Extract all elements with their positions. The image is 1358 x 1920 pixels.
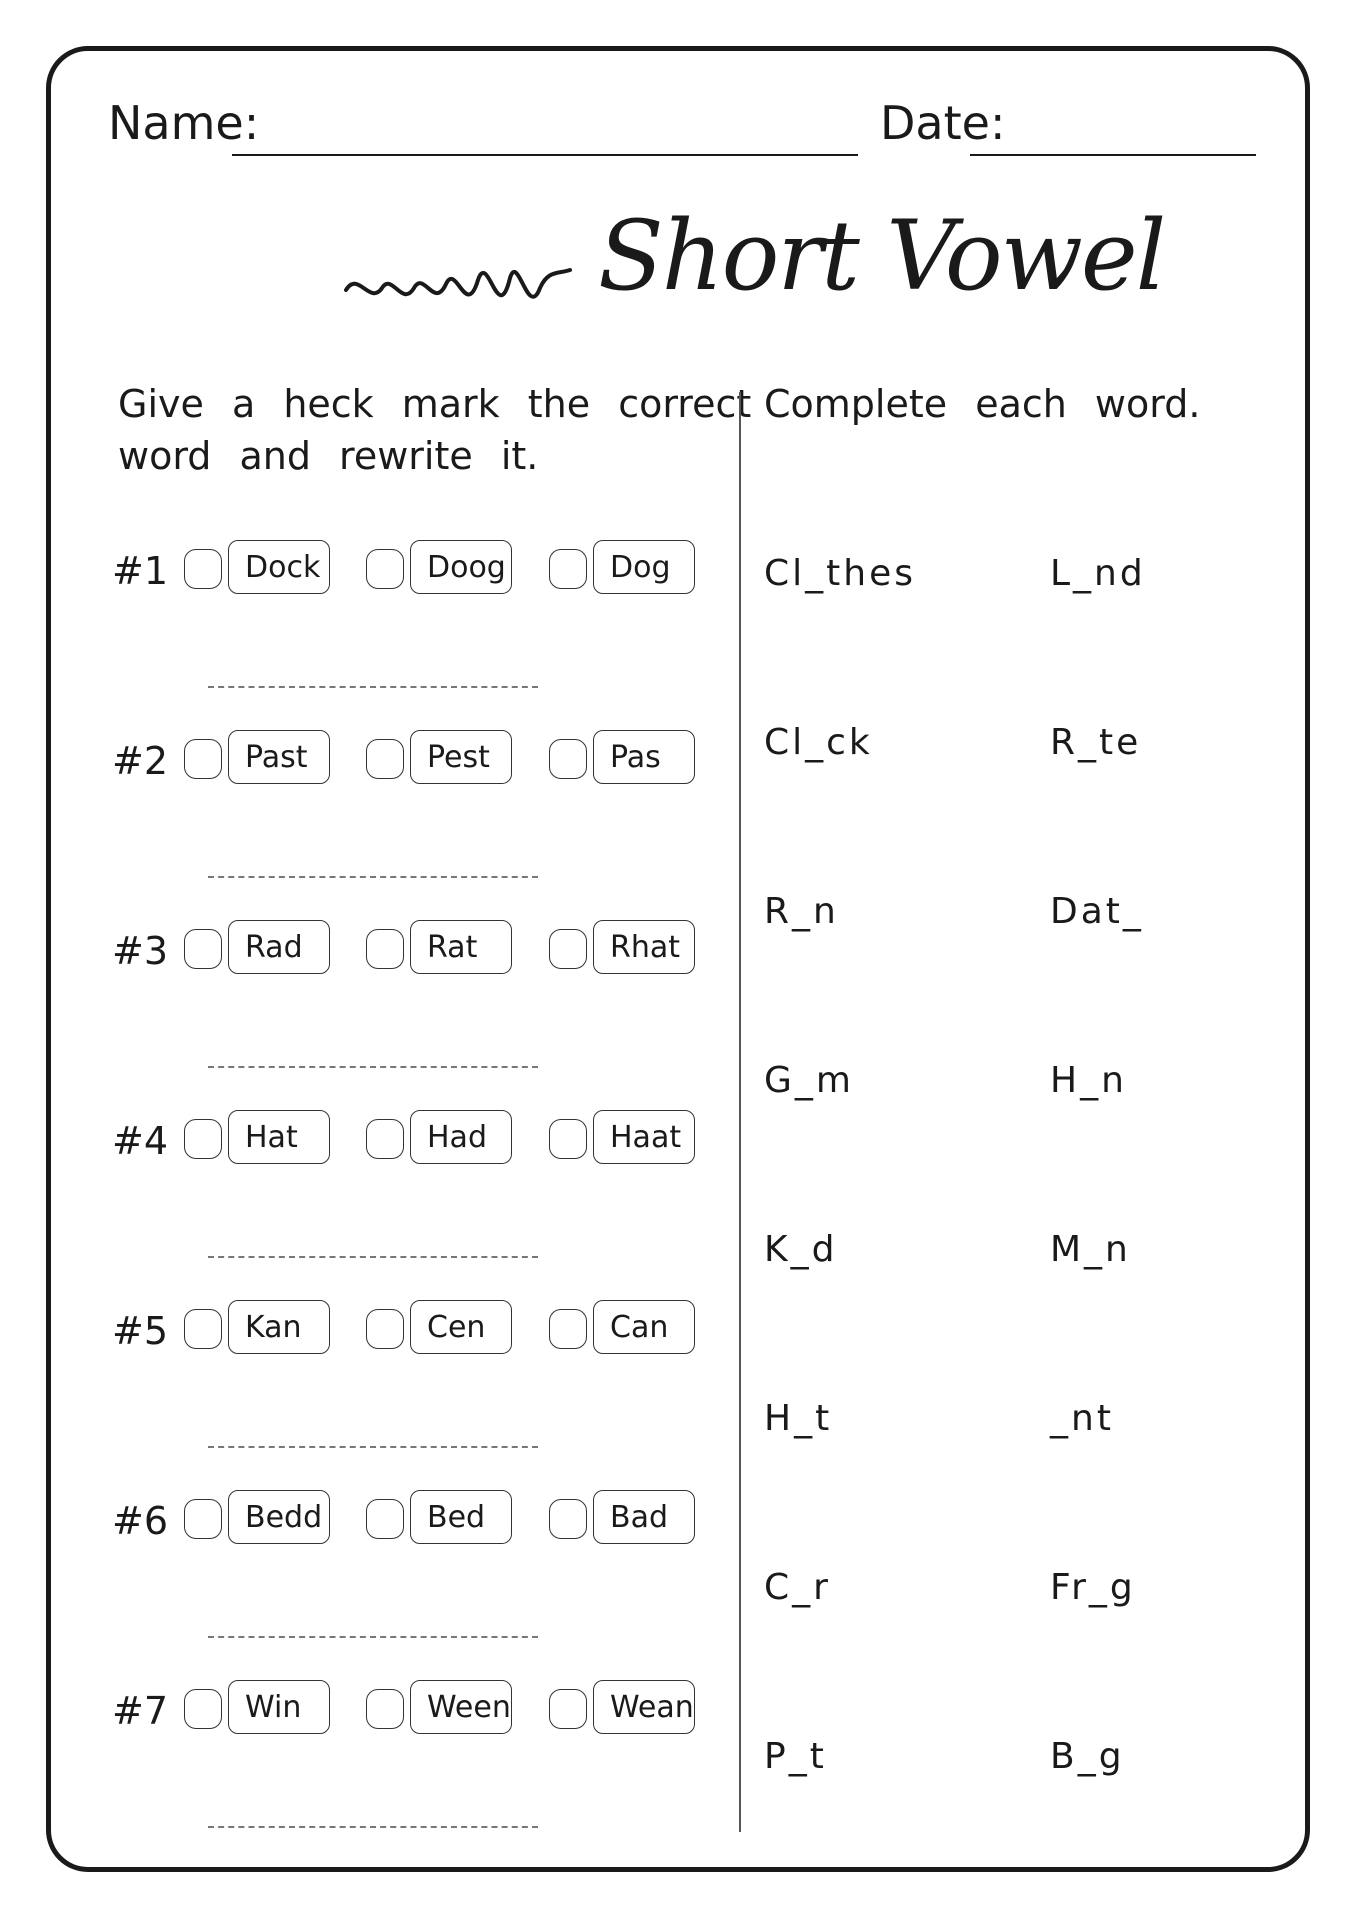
option-word-box[interactable]: Rhat xyxy=(593,920,695,974)
option-checkbox[interactable] xyxy=(184,739,222,779)
option-word-box[interactable]: Pas xyxy=(593,730,695,784)
column-divider xyxy=(739,392,741,1832)
row-number: #4 xyxy=(112,1119,169,1163)
option-word-box[interactable]: Wean xyxy=(593,1680,695,1734)
option-word-box[interactable]: Haat xyxy=(593,1110,695,1164)
option-checkbox[interactable] xyxy=(549,1499,587,1539)
incomplete-word[interactable]: Fr_g xyxy=(1050,1567,1136,1608)
squiggle-decoration-icon xyxy=(338,210,588,330)
option-word-box[interactable]: Bedd xyxy=(228,1490,330,1544)
incomplete-word[interactable]: Cl_ck xyxy=(764,722,873,763)
date-label: Date: xyxy=(880,96,1006,150)
incomplete-word[interactable]: _nt xyxy=(1050,1398,1114,1439)
option-checkbox[interactable] xyxy=(366,1689,404,1729)
incomplete-word[interactable]: M_n xyxy=(1050,1229,1131,1270)
rewrite-line[interactable] xyxy=(208,1636,538,1638)
incomplete-word[interactable]: K_d xyxy=(764,1229,838,1270)
option-word-box[interactable]: Dock xyxy=(228,540,330,594)
row-number: #3 xyxy=(112,929,169,973)
rewrite-line[interactable] xyxy=(208,1066,538,1068)
option-word-box[interactable]: Rad xyxy=(228,920,330,974)
right-instruction: Complete each word. xyxy=(764,382,1201,426)
option-word-box[interactable]: Ween xyxy=(410,1680,512,1734)
option-checkbox[interactable] xyxy=(366,549,404,589)
option-checkbox[interactable] xyxy=(366,1309,404,1349)
option-checkbox[interactable] xyxy=(549,1119,587,1159)
option-checkbox[interactable] xyxy=(366,1119,404,1159)
option-word-box[interactable]: Bad xyxy=(593,1490,695,1544)
option-word-box[interactable]: Had xyxy=(410,1110,512,1164)
rewrite-line[interactable] xyxy=(208,1446,538,1448)
option-word-box[interactable]: Hat xyxy=(228,1110,330,1164)
option-checkbox[interactable] xyxy=(549,549,587,589)
rewrite-line[interactable] xyxy=(208,1826,538,1828)
incomplete-word[interactable]: H_n xyxy=(1050,1060,1127,1101)
option-word-box[interactable]: Rat xyxy=(410,920,512,974)
option-checkbox[interactable] xyxy=(366,739,404,779)
left-instruction xyxy=(118,378,751,482)
option-checkbox[interactable] xyxy=(184,549,222,589)
rewrite-line[interactable] xyxy=(208,686,538,688)
option-word-box[interactable]: Kan xyxy=(228,1300,330,1354)
option-word-box[interactable]: Past xyxy=(228,730,330,784)
option-checkbox[interactable] xyxy=(366,1499,404,1539)
incomplete-word[interactable]: R_n xyxy=(764,891,839,932)
name-line[interactable] xyxy=(232,154,858,156)
option-word-box[interactable]: Can xyxy=(593,1300,695,1354)
row-number: #1 xyxy=(112,549,169,593)
left-instruction-line2: word and rewrite it. xyxy=(118,434,539,478)
option-checkbox[interactable] xyxy=(366,929,404,969)
option-checkbox[interactable] xyxy=(549,1309,587,1349)
option-word-box[interactable]: Bed xyxy=(410,1490,512,1544)
incomplete-word[interactable]: G_m xyxy=(764,1060,854,1101)
row-number: #7 xyxy=(112,1689,169,1733)
option-word-box[interactable]: Win xyxy=(228,1680,330,1734)
incomplete-word[interactable]: Cl_thes xyxy=(764,553,916,594)
incomplete-word[interactable]: H_t xyxy=(764,1398,833,1439)
option-word-box[interactable]: Cen xyxy=(410,1300,512,1354)
option-checkbox[interactable] xyxy=(549,739,587,779)
row-number: #5 xyxy=(112,1309,169,1353)
date-line[interactable] xyxy=(970,154,1256,156)
option-checkbox[interactable] xyxy=(184,1499,222,1539)
name-label: Name: xyxy=(108,96,260,150)
incomplete-word[interactable]: L_nd xyxy=(1050,553,1146,594)
option-checkbox[interactable] xyxy=(549,1689,587,1729)
incomplete-word[interactable]: B_g xyxy=(1050,1736,1125,1777)
option-checkbox[interactable] xyxy=(184,1309,222,1349)
option-word-box[interactable]: Dog xyxy=(593,540,695,594)
option-word-box[interactable]: Doog xyxy=(410,540,512,594)
rewrite-line[interactable] xyxy=(208,876,538,878)
incomplete-word[interactable]: R_te xyxy=(1050,722,1142,763)
title-block xyxy=(338,190,1165,350)
row-number: #2 xyxy=(112,739,169,783)
worksheet-title: Short Vowel xyxy=(598,200,1165,312)
incomplete-word[interactable]: Dat_ xyxy=(1050,891,1144,932)
option-checkbox[interactable] xyxy=(184,1119,222,1159)
option-checkbox[interactable] xyxy=(184,929,222,969)
option-checkbox[interactable] xyxy=(184,1689,222,1729)
rewrite-line[interactable] xyxy=(208,1256,538,1258)
incomplete-word[interactable]: C_r xyxy=(764,1567,831,1608)
option-checkbox[interactable] xyxy=(549,929,587,969)
left-instruction-line1: Give a heck mark the correct xyxy=(118,382,752,426)
incomplete-word[interactable]: P_t xyxy=(764,1736,827,1777)
option-word-box[interactable]: Pest xyxy=(410,730,512,784)
row-number: #6 xyxy=(112,1499,169,1543)
